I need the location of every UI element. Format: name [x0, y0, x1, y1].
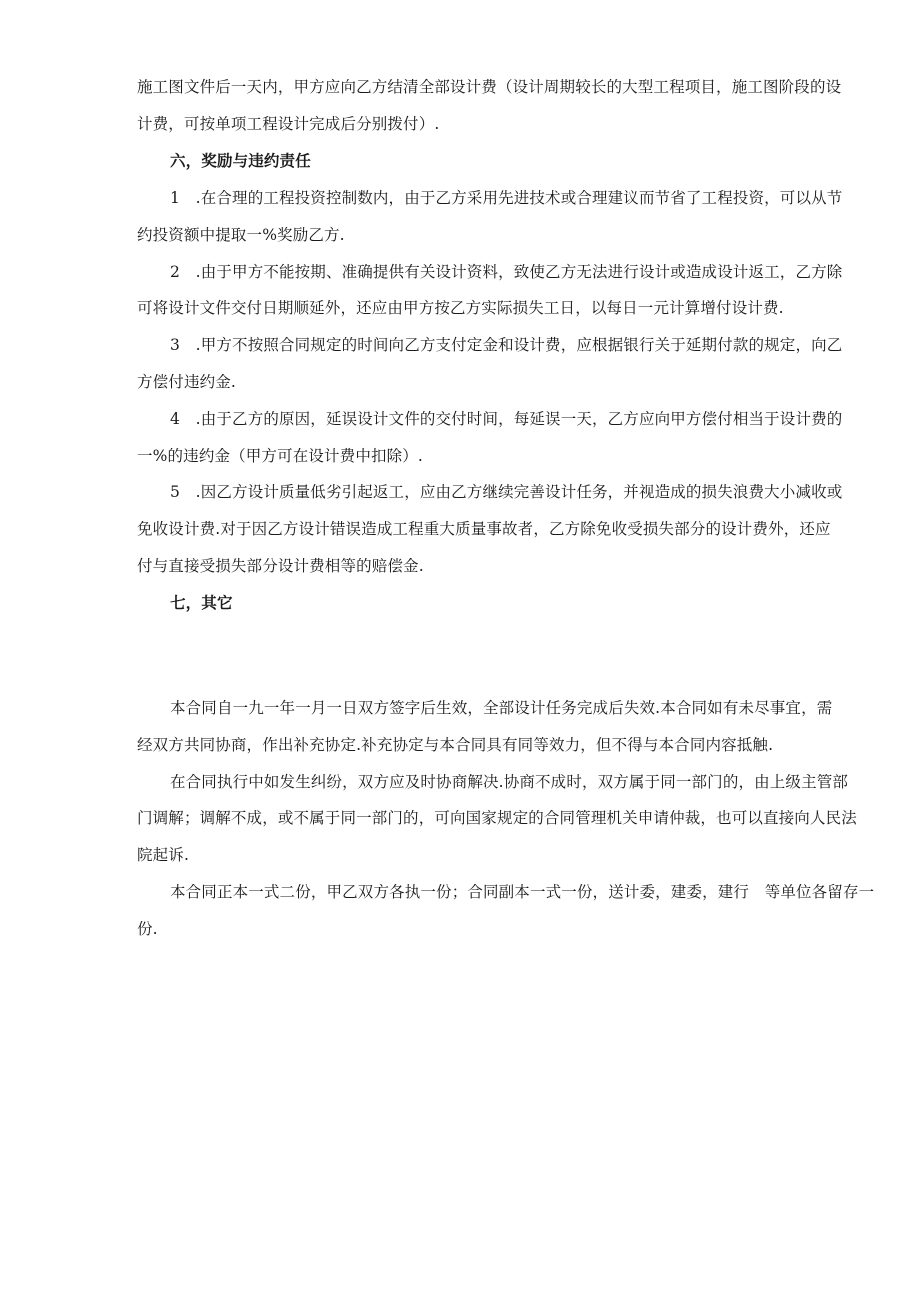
- clause-line: 4 .由于乙方的原因，延误设计文件的交付时间，每延误一天，乙方应向甲方偿付相当于设计费的: [170, 410, 843, 428]
- clause-line: 付与直接受损失部分设计费相等的赔偿金.: [137, 557, 424, 575]
- clause-line: 方偿付违约金.: [137, 373, 236, 391]
- intro-line: 施工图文件后一天内，甲方应向乙方结清全部设计费（设计周期较长的大型工程项目，施工图阶段的设: [137, 78, 842, 96]
- paragraph-line: 份.: [137, 920, 158, 938]
- paragraph-line: 经双方共同协商，作出补充协定.补充协定与本合同具有同等效力，但不得与本合同内容抵触.: [137, 736, 774, 754]
- clause-line: 1 .在合理的工程投资控制数内，由于乙方采用先进技术或合理建议而节省了工程投资，可以从节: [170, 189, 843, 207]
- section-heading: 六，奖励与违约责任: [170, 152, 311, 170]
- paragraph-line: 院起诉.: [137, 846, 190, 864]
- section-heading: 七，其它: [170, 594, 233, 612]
- clause-line: 2 .由于甲方不能按期、准确提供有关设计资料，致使乙方无法进行设计或造成设计返工，乙方除: [170, 263, 843, 281]
- clause-line: 一%的违约金（甲方可在设计费中扣除）.: [137, 447, 424, 465]
- paragraph-line: 本合同正本一式二份，甲乙双方各执一份；合同副本一式一份，送计委，建委，建行 等单位各留存一: [170, 883, 875, 901]
- clause-line: 可将设计文件交付日期顺延外，还应由甲方按乙方实际损失工日，以每日一元计算增付设计费.: [137, 299, 784, 317]
- paragraph-line: 门调解；调解不成，或不属于同一部门的，可向国家规定的合同管理机关申请仲裁，也可以直接向人民法: [137, 809, 857, 827]
- clause-line: 约投资额中提取一%奖励乙方.: [137, 226, 345, 244]
- clause-line: 3 .甲方不按照合同规定的时间向乙方支付定金和设计费，应根据银行关于延期付款的规定，向乙: [170, 336, 843, 354]
- paragraph-line: 在合同执行中如发生纠纷，双方应及时协商解决.协商不成时，双方属于同一部门的，由上级主管部: [170, 773, 849, 791]
- clause-line: 免收设计费.对于因乙方设计错误造成工程重大质量事故者，乙方除免收受损失部分的设计费外，还应: [137, 520, 831, 538]
- paragraph-line: 本合同自一九一年一月一日双方签字后生效，全部设计任务完成后失效.本合同如有未尽事宜，需: [170, 699, 833, 717]
- intro-line: 计费，可按单项工程设计完成后分别拨付）.: [137, 115, 440, 133]
- clause-line: 5 .因乙方设计质量低劣引起返工，应由乙方继续完善设计任务，并视造成的损失浪费大小减收或: [170, 483, 843, 501]
